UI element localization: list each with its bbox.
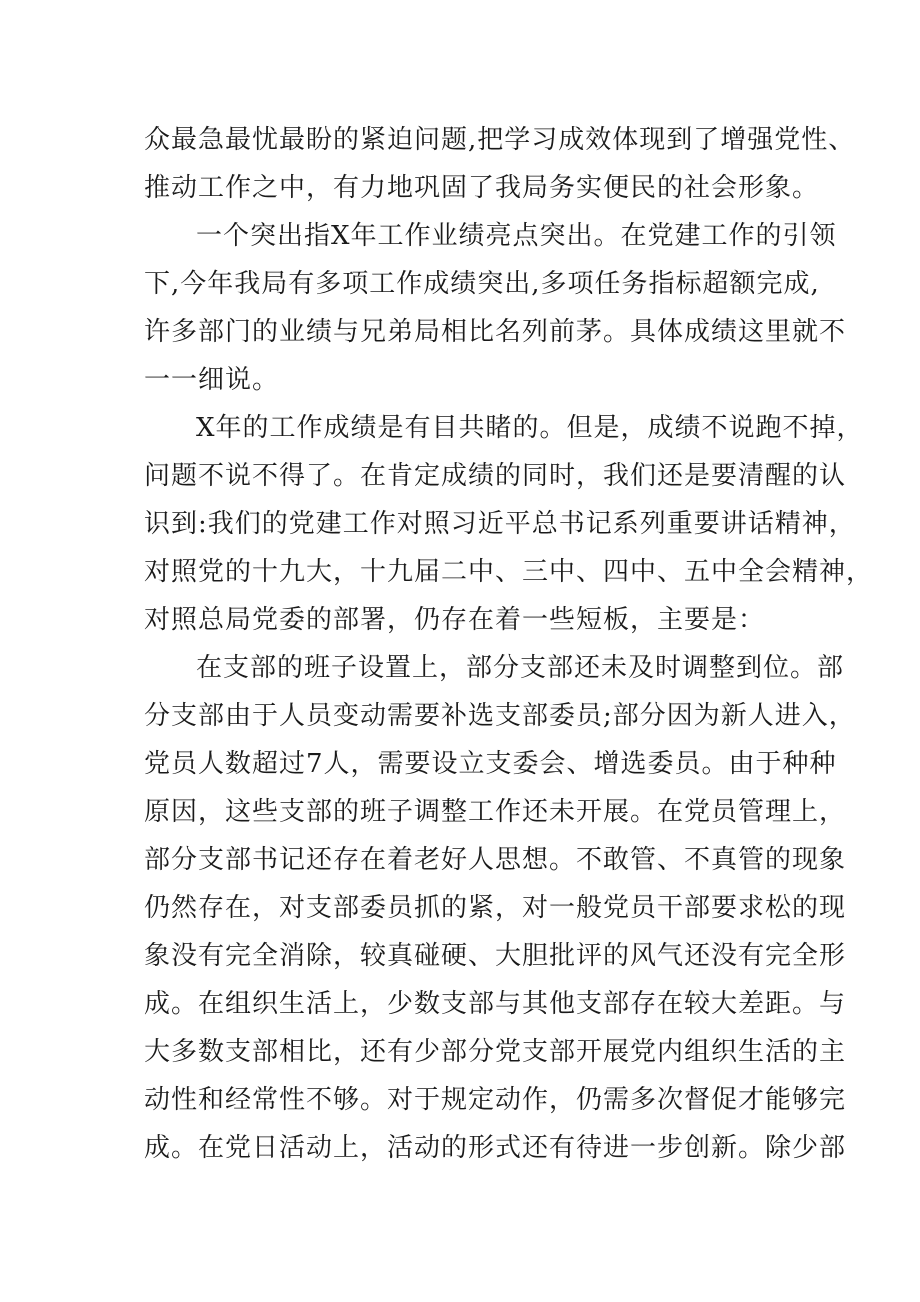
text-line: 成。在党日活动上，活动的形式还有待进一步创新。除少部 <box>144 1133 847 1163</box>
text-line: 部分支部书记还存在着老好人思想。不敢管、不真管的现象 <box>144 845 847 875</box>
text-line: 识到:我们的党建工作对照习近平总书记系列重要讲话精神， <box>144 509 856 539</box>
text-line: 众最急最忧最盼的紧迫问题,把学习成效体现到了增强党性、 <box>144 125 856 155</box>
text-line: 推动工作之中，有力地巩固了我局务实便民的社会形象。 <box>144 173 820 203</box>
text-line: 分支部由于人员变动需要补选支部委员;部分因为新人进入， <box>144 701 856 731</box>
document-body <box>144 116 874 1172</box>
text-line: 动性和经常性不够。对于规定动作，仍需多次督促才能够完 <box>144 1085 847 1115</box>
text-line: 原因，这些支部的班子调整工作还未开展。在党员管理上， <box>144 797 847 827</box>
text-line: 许多部门的业绩与兄弟局相比名列前茅。具体成绩这里就不 <box>144 317 847 347</box>
text-line: 对照总局党委的部署，仍存在着一些短板，主要是： <box>144 605 766 635</box>
text-line: 对照党的十九大，十九届二中、三中、四中、五中全会精神， <box>144 557 874 587</box>
text-line: 一一细说。 <box>144 365 280 395</box>
text-line: 成。在组织生活上，少数支部与其他支部存在较大差距。与 <box>144 989 847 1019</box>
text-line: 仍然存在，对支部委员抓的紧，对一般党员干部要求松的现 <box>144 893 847 923</box>
paragraph-start-line: 在支部的班子设置上，部分支部还未及时调整到位。部 <box>196 653 845 683</box>
text-line: 党员人数超过7人，需要设立支委会、增选委员。由于种种 <box>144 749 837 779</box>
paragraph-start-line: 一个突出指X年工作业绩亮点突出。在党建工作的引领 <box>196 221 837 251</box>
text-line: 象没有完全消除，较真碰硬、大胆批评的风气还没有完全形 <box>144 941 847 971</box>
text-line: 大多数支部相比，还有少部分党支部开展党内组织生活的主 <box>144 1037 847 1067</box>
paragraph-start-line: X年的工作成绩是有目共睹的。但是，成绩不说跑不掉， <box>196 413 864 443</box>
text-line: 下,今年我局有多项工作成绩突出,多项任务指标超额完成, <box>144 269 820 299</box>
text-line: 问题不说不得了。在肯定成绩的同时，我们还是要清醒的认 <box>144 461 847 491</box>
